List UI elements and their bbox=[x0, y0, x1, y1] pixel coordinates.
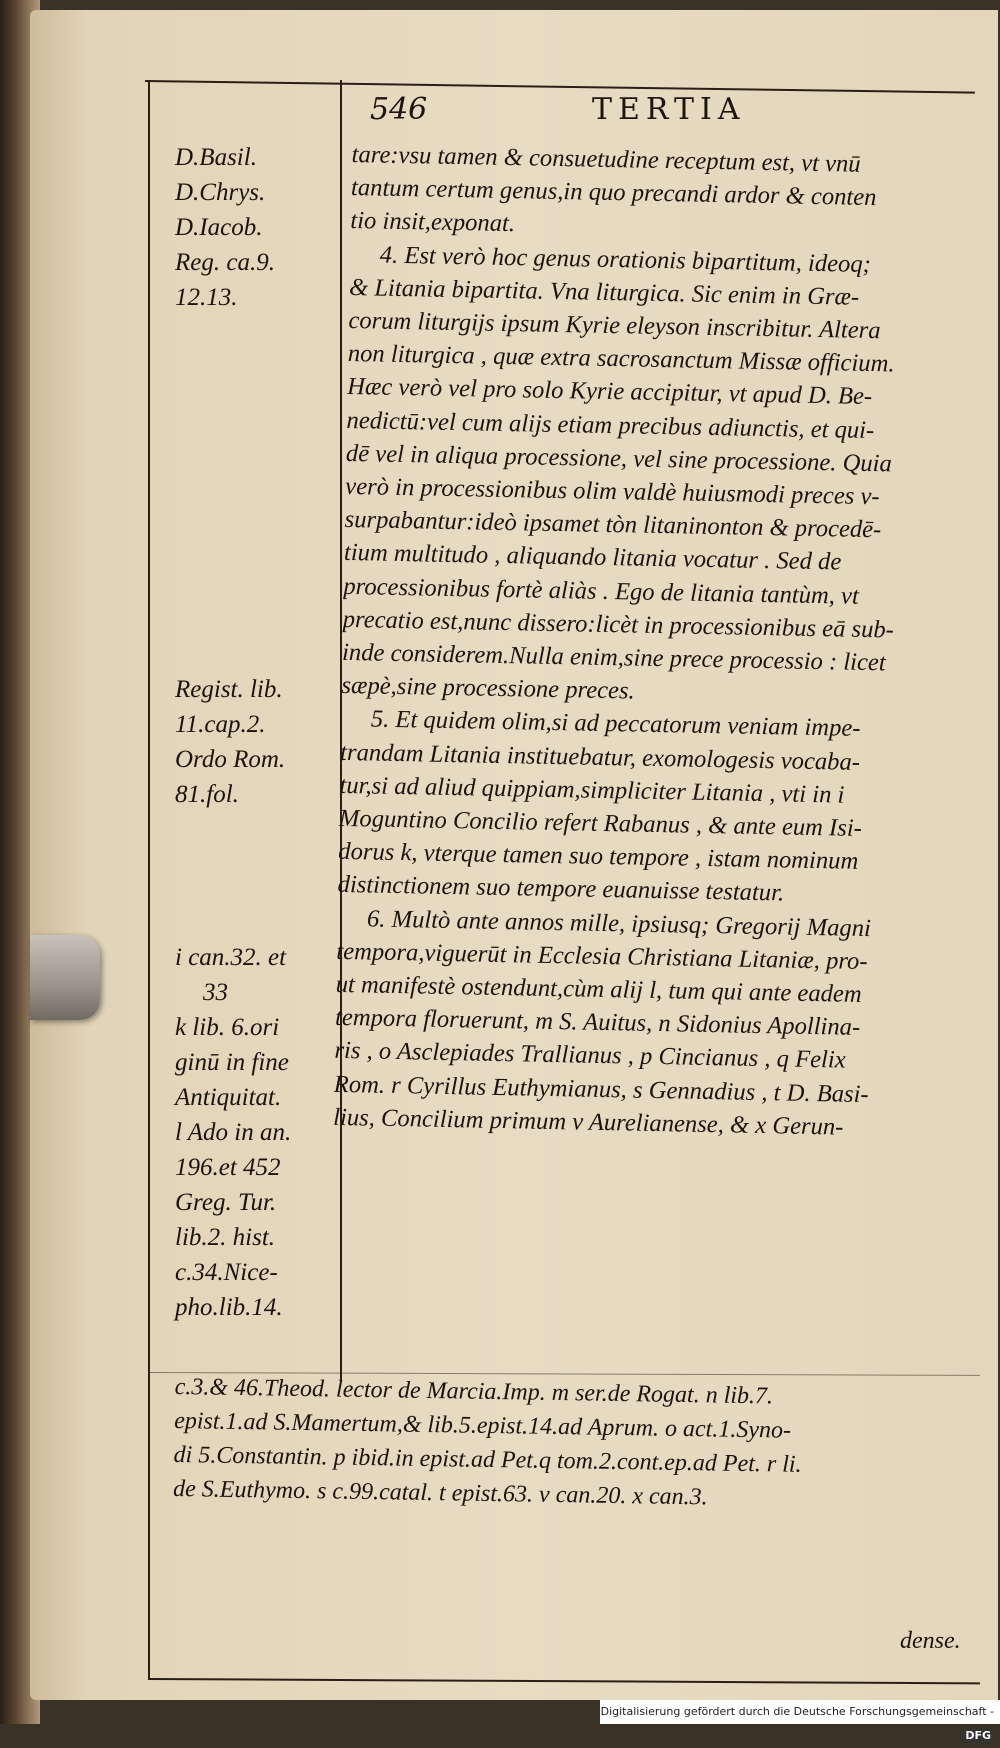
main-text-line: Rom. r Cyrillus Euthymianus, s Gennadius , t D. Basi- bbox=[333, 1070, 869, 1108]
margin-note: 196.et 452 bbox=[175, 1154, 281, 1181]
margin-note: k lib. 6.ori bbox=[175, 1014, 280, 1041]
main-text-line: 6. Multò ante annos mille, ipsiusq; Gregorij Magni bbox=[366, 905, 872, 942]
margin-note: Greg. Tur. bbox=[175, 1189, 277, 1216]
main-text-line: & Litania bipartita. Vna liturgica. Sic enim in Græ- bbox=[348, 273, 860, 311]
margin-note: 33 bbox=[203, 979, 228, 1006]
main-text-line: ris , o Asclepiades Trallianus , p Cincianus , q Felix bbox=[334, 1037, 846, 1075]
margin-note: Reg. ca.9. bbox=[175, 249, 275, 276]
main-text-line: tio insit,exponat. bbox=[350, 207, 516, 238]
page-clip bbox=[30, 935, 100, 1020]
main-text-line: precatio est,nunc dissero:licèt in processionibus eā sub- bbox=[342, 605, 895, 644]
credit-text: Digitalisierung gefördert durch die Deutsche Forschungsgemeinschaft - bbox=[600, 1705, 994, 1718]
footnote-line: c.3.& 46.Theod. lector de Marcia.Imp. m ser.de Rogat. n lib.7. bbox=[174, 1373, 774, 1410]
running-head: TERTIA bbox=[592, 92, 746, 127]
margin-note: 11.cap.2. bbox=[175, 711, 266, 738]
margin-note: D.Basil. bbox=[175, 144, 257, 171]
main-text-block bbox=[333, 138, 982, 1146]
main-text-line: ut manifestè ostendunt,cùm alij l, tum qui ante eadem bbox=[335, 970, 862, 1009]
margin-notes-top bbox=[175, 140, 343, 315]
margin-note: pho.lib.14. bbox=[175, 1294, 283, 1321]
main-text-line: tantum certum genus,in quo precandi ardor & conten bbox=[350, 174, 877, 212]
margin-note: D.Iacob. bbox=[175, 214, 263, 241]
main-text-line: sæpè,sine processione preces. bbox=[341, 672, 635, 705]
main-text-line: non liturgica , quæ extra sacrosanctum Missæ officium. bbox=[347, 340, 895, 378]
main-text-line: corum liturgijs ipsum Kyrie eleyson inscribitur. Altera bbox=[348, 306, 881, 345]
main-text-line: surpabantur:ideò ipsamet tòn litaninonton & procedē- bbox=[344, 506, 882, 544]
left-outer-rule bbox=[148, 80, 150, 1680]
margin-note: c.34.Nice- bbox=[175, 1259, 278, 1286]
main-text-line: trandam Litania instituebatur, exomologesis vocaba- bbox=[339, 738, 861, 776]
main-text-line: Moguntino Concilio refert Rabanus , & ante eum Isi- bbox=[338, 804, 863, 842]
main-text-line: tur,si ad aliud quippiam,simpliciter Litania , vti in i bbox=[339, 771, 845, 809]
main-text-line: 4. Est verò hoc genus orationis bipartitum, ideoq; bbox=[379, 241, 872, 278]
main-text-line: tempora floruerunt, m S. Auitus, n Sidonius Apollina- bbox=[334, 1004, 861, 1042]
margin-note: ginū in fine bbox=[175, 1049, 289, 1076]
margin-note: l Ado in an. bbox=[175, 1119, 292, 1146]
margin-notes-low bbox=[175, 940, 343, 1325]
footnote-line: de S.Euthymo. s c.99.catal. t epist.63. v can.20. x can.3. bbox=[172, 1475, 708, 1511]
main-text-line: inde considerem.Nulla enim,sine prece processio : licet bbox=[341, 638, 886, 677]
digitization-credit bbox=[600, 1700, 1000, 1742]
footnote-line: di 5.Constantin. p ibid.in epist.ad Pet.q tom.2.cont.ep.ad Pet. r li. bbox=[173, 1441, 802, 1478]
margin-note: lib.2. hist. bbox=[175, 1224, 276, 1251]
main-text-line: verò in processionibus olim valdè huiusmodi preces v- bbox=[345, 472, 880, 511]
dfg-logo: DFG bbox=[962, 1729, 994, 1743]
catchword: dense. bbox=[900, 1628, 961, 1654]
margin-note: Regist. lib. bbox=[175, 676, 283, 703]
page-number: 546 bbox=[370, 92, 428, 127]
main-text-line: distinctionem suo tempore euanuisse testatur. bbox=[337, 871, 785, 907]
margin-note: Ordo Rom. bbox=[175, 746, 286, 773]
main-text-line: lius, Concilium primum v Aurelianense, & x Gerun- bbox=[332, 1103, 844, 1141]
main-text-line: tare:vsu tamen & consuetudine receptum est, vt vnū bbox=[351, 140, 861, 178]
main-text-line: tempora,viguerūt in Ecclesia Christiana Litaniæ, pro- bbox=[336, 937, 868, 975]
margin-note: D.Chrys. bbox=[175, 179, 266, 206]
main-text-line: tium multitudo , aliquando litania vocatur . Sed de bbox=[343, 539, 842, 576]
page-header bbox=[370, 92, 980, 134]
main-text-line: dorus k, vterque tamen suo tempore , istam nominum bbox=[338, 838, 859, 876]
footnote-line: epist.1.ad S.Mamertum,& lib.5.epist.14.ad Aprum. o act.1.Syno- bbox=[173, 1407, 792, 1444]
main-text-line: 5. Et quidem olim,si ad peccatorum veniam impe- bbox=[370, 705, 861, 743]
margin-note: 81.fol. bbox=[175, 781, 239, 808]
main-text-line: Hæc verò vel pro solo Kyrie accipitur, vt apud D. Be- bbox=[346, 373, 873, 411]
footnotes-block bbox=[173, 1370, 985, 1519]
main-text-line: dē vel in aliqua processione, vel sine processione. Quia bbox=[345, 439, 893, 478]
main-text-line: nedictū:vel cum alijs etiam precibus adiunctis, et qui- bbox=[346, 406, 875, 444]
main-text-line: processionibus fortè aliàs . Ego de litania tantùm, vt bbox=[343, 572, 860, 610]
margin-note: i can.32. et bbox=[175, 944, 287, 971]
margin-notes-mid bbox=[175, 672, 343, 812]
margin-note: Antiquitat. bbox=[175, 1084, 282, 1111]
margin-note: 12.13. bbox=[175, 284, 238, 311]
